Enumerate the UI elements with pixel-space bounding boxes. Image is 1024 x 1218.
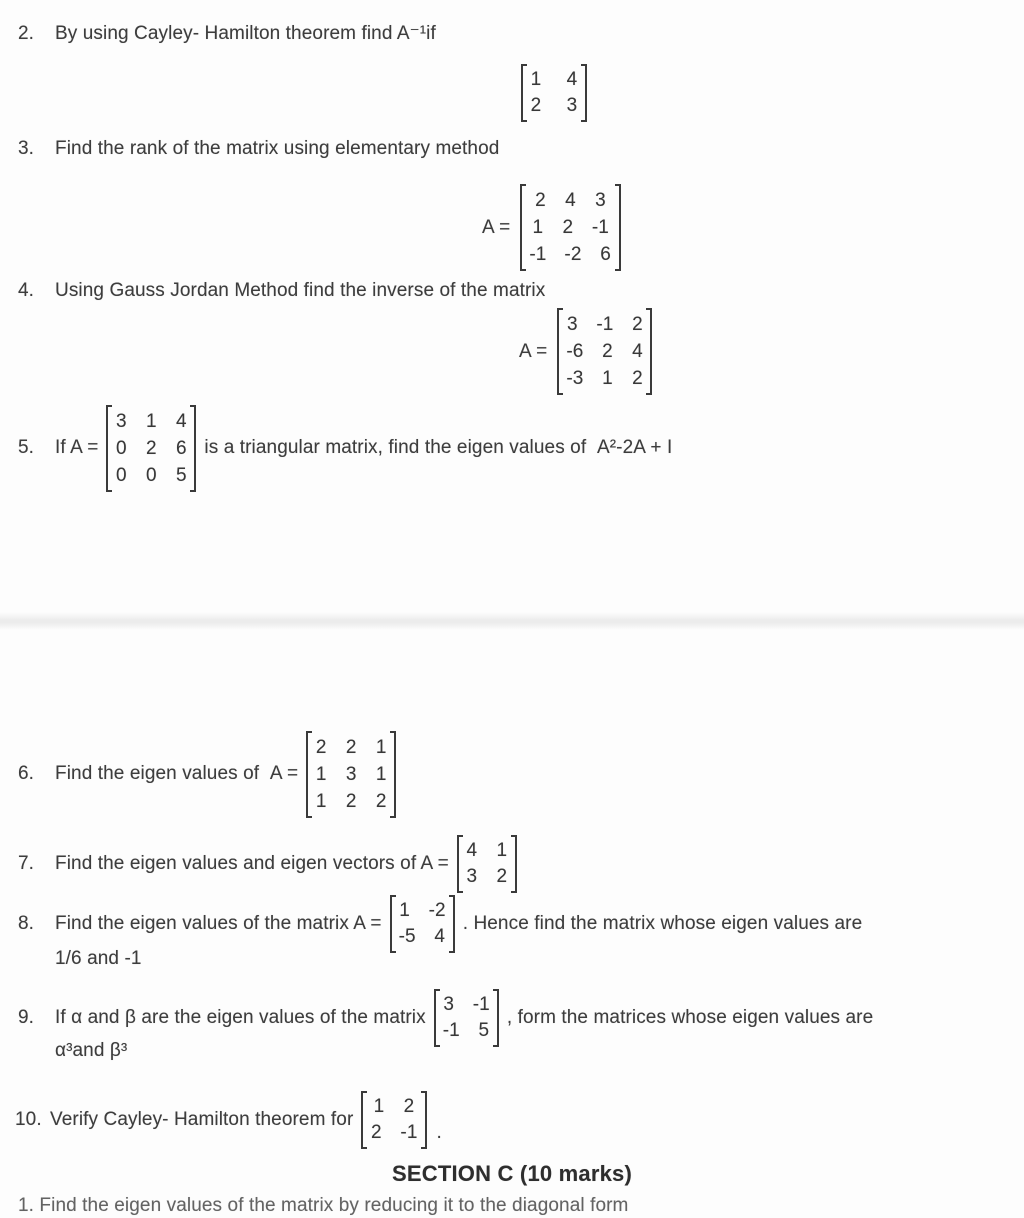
question-4-matrix-block — [519, 308, 652, 395]
matrix-cell: -5 — [398, 926, 416, 947]
matrix-cell: 2 — [530, 95, 542, 116]
matrix — [521, 64, 587, 122]
matrix-cell: 1 — [602, 368, 613, 389]
question-text: Using Gauss Jordan Method find the inverse of the matrix — [55, 280, 546, 301]
matrix-row — [566, 311, 643, 338]
question-text: By using Cayley- Hamilton theorem find A⁻¹if — [55, 23, 436, 44]
question-number: 9. — [18, 1007, 35, 1028]
matrix — [306, 731, 396, 818]
matrix-cell: 2 — [632, 368, 643, 389]
matrix-row — [530, 93, 578, 119]
matrix-row — [399, 924, 446, 950]
matrix-cell: 1 — [496, 840, 508, 861]
question-6 — [18, 730, 404, 818]
question-text: If A = — [55, 437, 99, 458]
matrix-row — [529, 187, 611, 214]
matrix-row — [315, 788, 387, 815]
matrix-row — [566, 365, 643, 392]
matrix-cell: 2 — [632, 314, 643, 335]
question-text: If α and β are the eigen values of the matrix — [55, 1007, 426, 1028]
question-number: 6. — [18, 763, 35, 784]
page-divider-band — [0, 612, 1024, 630]
question-number: 7. — [18, 853, 35, 874]
matrix-row — [315, 761, 387, 788]
matrix-cell: 3 — [116, 410, 127, 432]
matrix-cell: 2 — [345, 790, 357, 812]
question-text: Verify Cayley- Hamilton theorem for — [50, 1109, 354, 1130]
matrix-row — [399, 898, 446, 924]
question-3 — [18, 138, 499, 160]
matrix-cell: -3 — [566, 368, 584, 389]
question-8 — [18, 894, 862, 954]
matrix-cell: 0 — [146, 464, 157, 486]
matrix — [361, 1091, 426, 1149]
matrix-row — [370, 1094, 417, 1120]
matrix-cell: 2 — [375, 790, 387, 812]
question-2-matrix-block — [521, 64, 587, 122]
question-number: 4. — [18, 280, 35, 301]
matrix-label: A = — [482, 216, 511, 238]
matrix-row — [370, 1120, 417, 1146]
question-text: 1/6 and -1 — [55, 948, 142, 969]
matrix-cell: 1 — [375, 736, 387, 758]
question-8-line2 — [55, 948, 142, 970]
matrix-cell: 1 — [315, 763, 327, 785]
matrix-cell: -1 — [400, 1122, 418, 1143]
question-text: Find the eigen values of A = — [55, 763, 299, 784]
matrix-cell: 3 — [595, 190, 606, 211]
matrix-cell: 3 — [466, 866, 478, 887]
question-text: Find the rank of the matrix using elementary method — [55, 138, 500, 159]
matrix — [434, 989, 499, 1047]
matrix-cell: -1 — [596, 314, 614, 335]
question-text: Find the eigen values and eigen vectors of A = — [55, 853, 449, 874]
matrix-cell: 2 — [496, 866, 508, 887]
matrix-cell: -1 — [442, 1020, 460, 1041]
question-text: Find the eigen values of the matrix A = — [55, 913, 382, 934]
matrix-cell: 2 — [562, 217, 574, 238]
matrix-cell: 1 — [532, 217, 544, 238]
matrix-cell: 5 — [478, 1020, 490, 1041]
matrix-cell: 4 — [632, 341, 643, 362]
question-9-line2 — [55, 1040, 127, 1062]
cutoff-text: 1. Find the eigen values of the matrix by reducing it to the diagonal form — [18, 1195, 629, 1216]
question-text: . — [436, 1122, 442, 1143]
matrix-cell: 1 — [315, 790, 327, 812]
question-3-matrix-block — [482, 184, 621, 271]
question-number: 8. — [18, 913, 35, 934]
matrix — [457, 835, 517, 893]
matrix-cell: 2 — [146, 437, 157, 459]
matrix-label: A = — [519, 340, 548, 362]
matrix-row — [530, 67, 578, 93]
matrix-cell: -6 — [566, 341, 584, 362]
matrix-cell: -2 — [428, 900, 446, 921]
matrix-cell: 1 — [146, 410, 157, 432]
question-text: , form the matrices whose eigen values are — [506, 1007, 874, 1028]
matrix-row — [566, 338, 643, 365]
question-2 — [18, 22, 436, 45]
matrix-cell: 4 — [176, 410, 187, 432]
matrix-cell: 4 — [565, 190, 576, 211]
matrix-row — [115, 435, 187, 462]
matrix-cell: -1 — [472, 994, 490, 1015]
matrix-cell: 3 — [566, 314, 578, 335]
matrix-cell: 2 — [345, 736, 357, 758]
matrix-cell: 3 — [443, 994, 455, 1015]
question-number: 10. — [15, 1109, 42, 1130]
matrix-row — [115, 462, 187, 489]
question-text: α³and β³ — [55, 1040, 128, 1061]
matrix-cell: 2 — [535, 190, 546, 211]
matrix-cell: 6 — [600, 244, 611, 265]
question-10 — [15, 1090, 442, 1150]
matrix-cell: 6 — [176, 437, 187, 459]
question-9 — [18, 988, 873, 1048]
matrix-cell: 3 — [566, 95, 578, 116]
matrix-row — [443, 992, 490, 1018]
question-5 — [18, 404, 672, 492]
matrix-cell: 3 — [345, 763, 357, 785]
matrix-cell: 2 — [602, 341, 613, 362]
matrix — [390, 895, 455, 953]
matrix-cell: 0 — [116, 437, 127, 459]
matrix-cell: 1 — [530, 69, 542, 90]
section-heading: SECTION C (10 marks) — [392, 1161, 632, 1186]
matrix-cell: 4 — [566, 69, 578, 90]
matrix-row — [466, 838, 508, 864]
matrix-cell: 2 — [403, 1096, 415, 1117]
question-text: . Hence find the matrix whose eigen values are — [462, 913, 863, 934]
question-7 — [18, 834, 525, 894]
matrix-row — [529, 241, 611, 268]
matrix-row — [115, 408, 187, 435]
matrix — [557, 308, 652, 395]
matrix-cell: -1 — [529, 244, 547, 265]
matrix-cell: 4 — [434, 926, 446, 947]
cutoff-text-line — [18, 1195, 778, 1216]
matrix-row — [529, 214, 611, 241]
matrix-row — [315, 734, 387, 761]
matrix-cell: 0 — [116, 464, 127, 486]
question-number: 3. — [18, 138, 35, 159]
question-number: 5. — [18, 437, 35, 458]
matrix-cell: 4 — [466, 840, 478, 861]
matrix-cell: -2 — [564, 244, 582, 265]
matrix-row — [443, 1018, 490, 1044]
matrix-cell: 5 — [176, 464, 187, 486]
matrix-cell: 1 — [373, 1096, 385, 1117]
question-number: 2. — [18, 23, 35, 44]
matrix-cell: 1 — [399, 900, 410, 921]
matrix — [106, 405, 196, 492]
matrix-cell: 1 — [375, 763, 387, 785]
matrix-cell: 2 — [315, 736, 327, 758]
question-4 — [18, 280, 545, 302]
matrix-row — [466, 864, 508, 890]
matrix-cell: -1 — [591, 217, 609, 238]
matrix — [520, 184, 620, 271]
matrix-cell: 2 — [371, 1122, 382, 1143]
question-text: is a triangular matrix, find the eigen values of A²-2A + I — [204, 437, 673, 458]
